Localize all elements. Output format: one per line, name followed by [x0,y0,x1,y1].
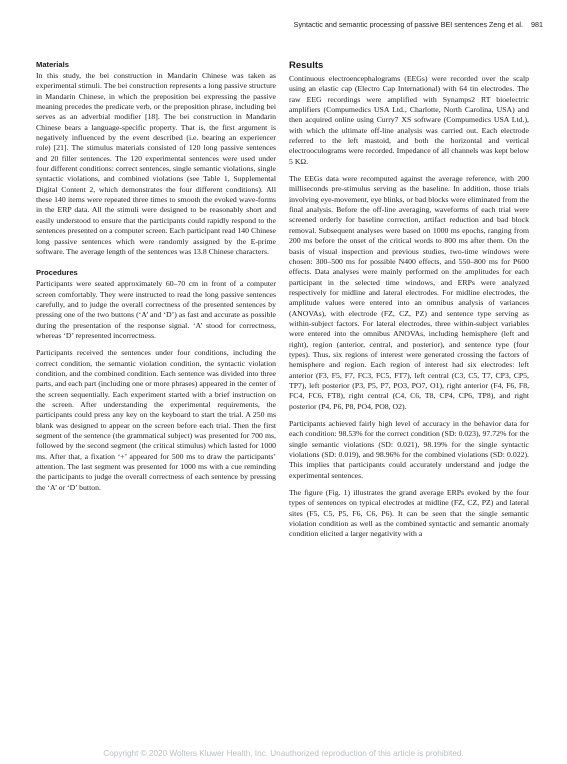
left-column [36,60,276,500]
running-title: Syntactic and semantic processing of passive BEI sentences Zeng et al. [293,20,523,29]
results-paragraph-3: Participants achieved fairly high level of accuracy in the behavior data for each condition: 98.53% for the correct condition (SD: 0.023), 97.72% for the single semantic violations (SD: 0.021), 98.19% for the single syntactic violations (SD: 0.019), and 98.96% for the combined violations (SD: 0.022). This implies that participants could accurately understand and judge the experimental sentences. [289,419,529,480]
procedures-paragraph-1: Participants were seated approximately 60–70 cm in front of a computer screen comfortably. They were instructed to read the long passive sentences carefully, and to judge the overall correctness of the presented sentences by pressing one of the two buttons (‘A’ and ‘D’) as fast and accurate as possible during the presentation of the response signal. ‘A’ stood for correctness, whereas ‘D’ represented incorrectness. [36,279,276,340]
procedures-heading: Procedures [36,268,78,278]
copyright-footer: Copyright © 2020 Wolters Kluwer Health, Inc. Unauthorized reproduction of this article is prohibited. [103,749,464,758]
results-paragraph-2: The EEGs data were recomputed against the average reference, with 200 milliseconds pre-stimulus serving as the baseline. In addition, those trials involving eye-movement, eye blinks, or bad blocks were eliminated from the final analysis. Before the off-line averaging, waveforms of each trial were screened orderly for baseline correction, artifact reduction and bad block removal. Subsequent analyses were based on 1000 ms epochs, ranging from 200 ms before the onset of the critical words to 800 ms after them. On the basis of visual inspection and previous studies, two-time windows were chosen: 300–500 ms for possible N400 effects, and 550–800 ms for P600 effects. Data analyses were mainly performed on the amplitudes for each participant in the selected time windows, and ERPs were analyzed respectively for midline and lateral electrodes. For midline electrodes, the amplitude values were entered into an omnibus analysis of variances (ANOVAs), with electrode (FZ, CZ, PZ) and sentence type serving as within-subject factors. For lateral electrodes, three within-subject variables were entered into the omnibus ANOVAs, including hemisphere (left and right), region (anterior, central, and posterior), and sentence type (four types). Thus, six regions of interest were generated crossing the factors of hemisphere and region. Each region of interest had six electrodes: left anterior (F3, F5, F7, FC3, FC5, FT7), left central (C3, C5, T7, CP3, CP5, TP7), left posterior (P3, P5, P7, PO3, PO7, O1), right anterior (F4, F6, F8, FC4, FC6, FT8), right central (C4, C6, T8, CP4, CP6, TP8), and right posterior (P4, P6, P8, PO4, PO8, O2). [289,174,529,411]
running-header [24,20,543,29]
procedures-paragraph-2: Participants received the sentences under four conditions, including the correct condition, the semantic violation condition, the syntactic violation condition, and the combined condition. Each sentence was divided into three parts, and each part (including one or more phrases) appeared in the center of the screen sequentially. Each experiment started with a brief instruction on the screen. After understanding the experimental requirements, the participants could press any key on the keyboard to start the trial. A 250 ms blank was designed to appear on the screen before each trial. Then the first segment of the sentence (the grammatical subject) was presented for 700 ms, followed by the second segment (the critical stimulus) which lasted for 1000 ms. After that, a fixation ‘+’ appeared for 500 ms to draw the participants’ attention. The last segment was presented for 1000 ms with a cue reminding the participants to judge the overall correctness of each sentence by pressing the ‘A’ or ‘D’ button. [36,348,276,492]
results-heading: Results [289,60,324,71]
results-paragraph-1: Continuous electroencephalograms (EEGs) were recorded over the scalp using an elastic cap (Electro Cap International) with 64 tin electrodes. The raw EEG recordings were amplified with Synamps2 RT bioelectric amplifiers (Compumedics USA Ltd., Charlotte, North Carolina, USA) and then acquired online using Curry7 XS software (Compumedics USA Ltd.), with which the ultimate off-line analysis was carried out. Each electrode referred to the left mastoid, and both the horizontal and vertical electrooculograms were recorded. Impedance of all channels was kept below 5 KΩ. [289,74,529,166]
results-paragraph-4: The figure (Fig. 1) illustrates the grand average ERPs evoked by the four types of sentences on typical electrodes at midline (FZ, CZ, PZ) and lateral sites (F5, C5, P5, F6, C6, P6). It can be seen that the single semantic violation condition as well as the combined syntactic and semantic anomaly condition elicited a larger negativity with a [289,488,529,539]
materials-paragraph: In this study, the bei construction in Mandarin Chinese was taken as experimental stimuli. The bei construction represents a long passive structure in Mandarin Chinese, in which the preposition bei expressing the passive meaning precedes the predicate verb, or the preposition phrase, including bei serves as an adverbial modifier [18]. The bei construction in Mandarin Chinese bears a language-specific property. That is, the first argument is negatively influenced by the event described (i.e. bearing an experiencer role) [21]. The stimulus materials consisted of 120 long passive sentences and 20 filler sentences. The 120 experimental sentences were used under four different conditions: correct sentences, single semantic violations, single syntactic violations, and combined violations (see Table 1, Supplemental Digital Content 2, which demonstrates the four different conditions). All these 140 items were repeated three times to smooth the evoked wave-forms in the ERP data. All the stimuli were designed to be reasonably short and easily understood to ensure that the participants could rapidly respond to the sentences presented on a computer screen. Each participant read 140 Chinese long passive sentences which were randomly assigned by the E-prime software. The average length of the sentences was 13.8 Chinese characters. [36,71,276,256]
right-column [289,60,529,547]
page-number: 981 [531,20,543,29]
materials-heading: Materials [36,60,69,69]
